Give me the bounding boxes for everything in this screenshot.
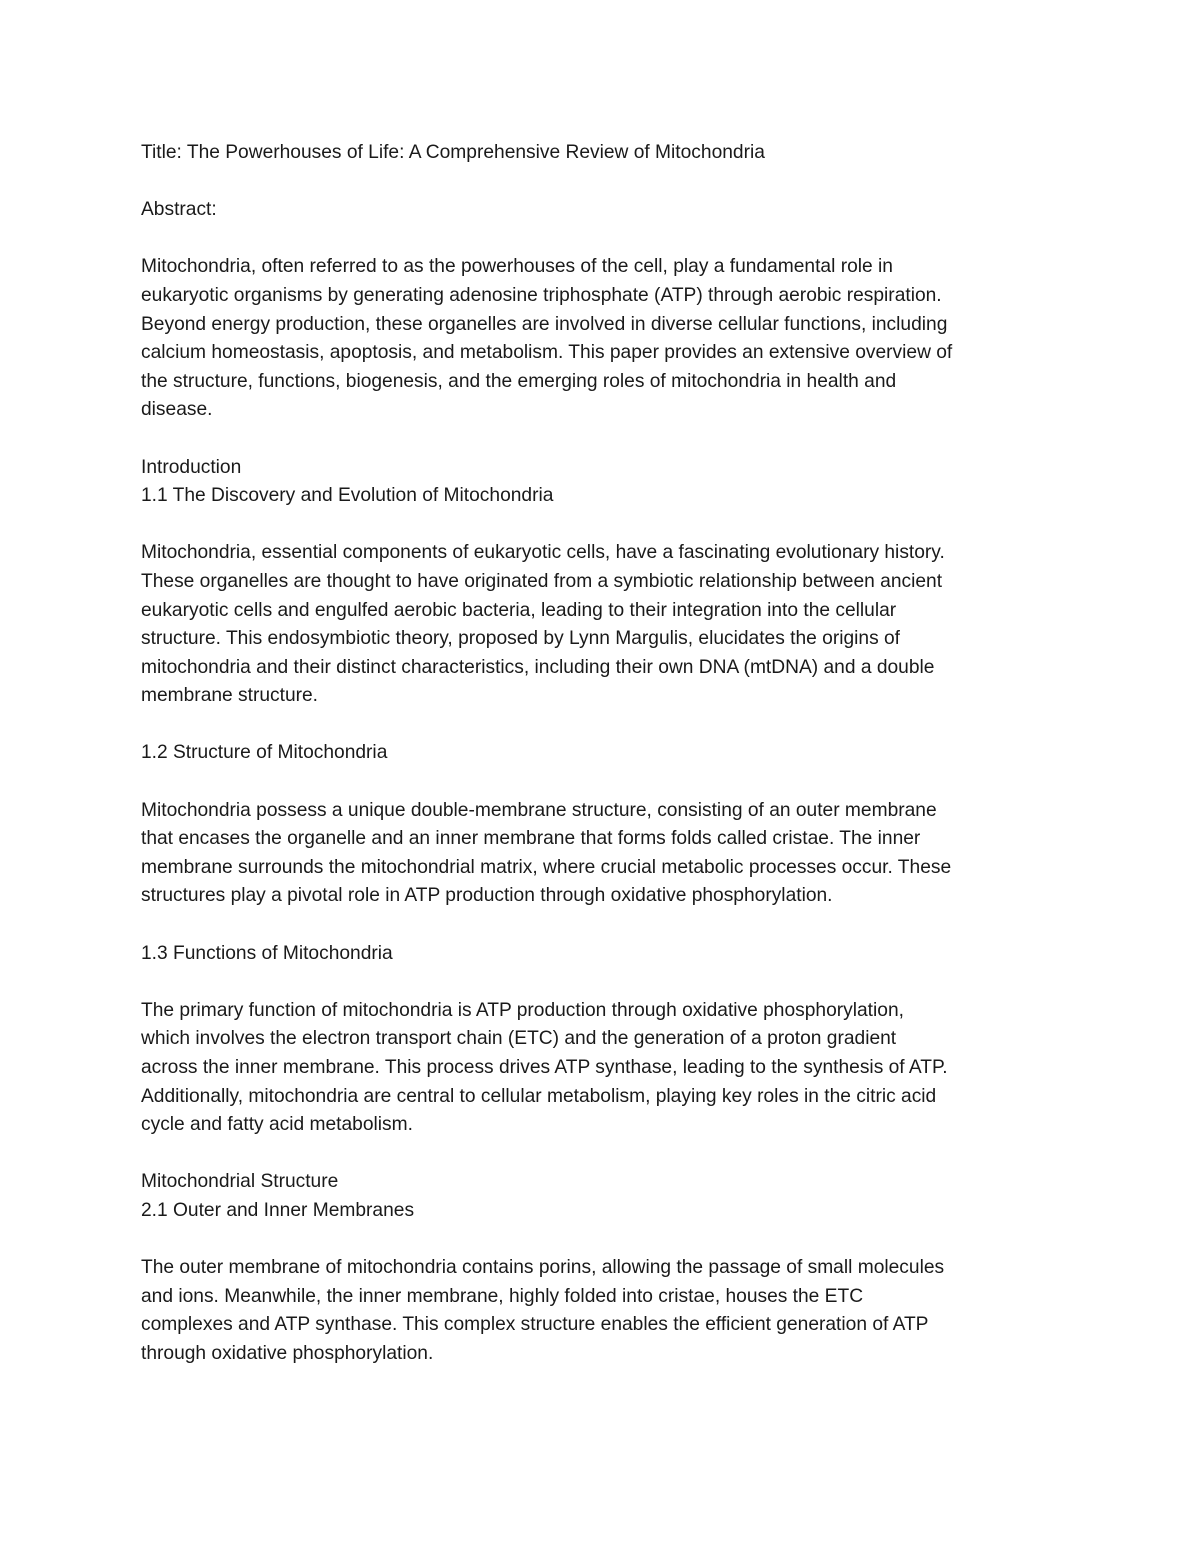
spacer	[141, 1140, 1061, 1169]
subsection-heading-1-1: 1.1 The Discovery and Evolution of Mitochondria	[141, 485, 554, 507]
spacer	[141, 711, 1061, 740]
subsection-heading-1-2: 1.2 Structure of Mitochondria	[141, 742, 388, 764]
spacer	[141, 768, 1061, 797]
spacer	[141, 968, 1061, 997]
section-heading-mitochondrial-structure: Mitochondrial Structure	[141, 1171, 339, 1193]
spacer	[141, 425, 1061, 454]
body-paragraph-1-3: The primary function of mitochondria is ATP production through oxidative phosphorylation, which involves the electron transport chain (ETC) and the generation of a proton gradient across the inner membrane. This process drives ATP synthase, leading to the synthesis of ATP. Additionally, mitochondria are central to cellular metabolism, playing key roles in the citric acid cycle and fatty acid metabolism.	[141, 999, 948, 1136]
body-paragraph-1-2: Mitochondria possess a unique double-membrane structure, consisting of an outer membrane that encases the organelle and an inner membrane that forms folds called cristae. The inner membrane surrounds the mitochondrial matrix, where crucial metabolic processes occur. These structures play a pivotal role in ATP production through oxidative phosphorylation.	[141, 799, 952, 907]
spacer	[141, 225, 1061, 254]
document-title: Title: The Powerhouses of Life: A Comprehensive Review of Mitochondria	[141, 142, 765, 163]
subsection-heading-1-3: 1.3 Functions of Mitochondria	[141, 942, 393, 964]
section-heading-introduction: Introduction	[141, 456, 242, 478]
abstract-heading: Abstract:	[141, 199, 217, 221]
body-paragraph-1-1: Mitochondria, essential components of eukaryotic cells, have a fascinating evolutionary history. These organelles are thought to have originated from a symbiotic relationship between ancient eukaryotic cells and engulfed aerobic bacteria, leading to their integration into the cellular structure. This endosymbiotic theory, proposed by Lynn Margulis, elucidates the origins of mitochondria and their distinct characteristics, including their own DNA (mtDNA) and a double membrane structure.	[141, 542, 945, 707]
document-page	[141, 139, 1061, 1369]
spacer	[141, 511, 1061, 540]
abstract-paragraph: Mitochondria, often referred to as the powerhouses of the cell, play a fundamental role in eukaryotic organisms by generating adenosine triphosphate (ATP) through aerobic respiration. Beyond energy production, these organelles are involved in diverse cellular functions, including calcium homeostasis, apoptosis, and metabolism. This paper provides an extensive overview of the structure, functions, biogenesis, and the emerging roles of mitochondria in health and disease.	[141, 256, 953, 421]
spacer	[141, 168, 1061, 197]
spacer	[141, 911, 1061, 940]
spacer	[141, 1226, 1061, 1255]
subsection-heading-2-1: 2.1 Outer and Inner Membranes	[141, 1199, 415, 1221]
body-paragraph-2-1: The outer membrane of mitochondria contains porins, allowing the passage of small molecules and ions. Meanwhile, the inner membrane, highly folded into cristae, houses the ETC complexes and ATP synthase. This complex structure enables the efficient generation of ATP through oxidative phosphorylation.	[141, 1257, 945, 1364]
